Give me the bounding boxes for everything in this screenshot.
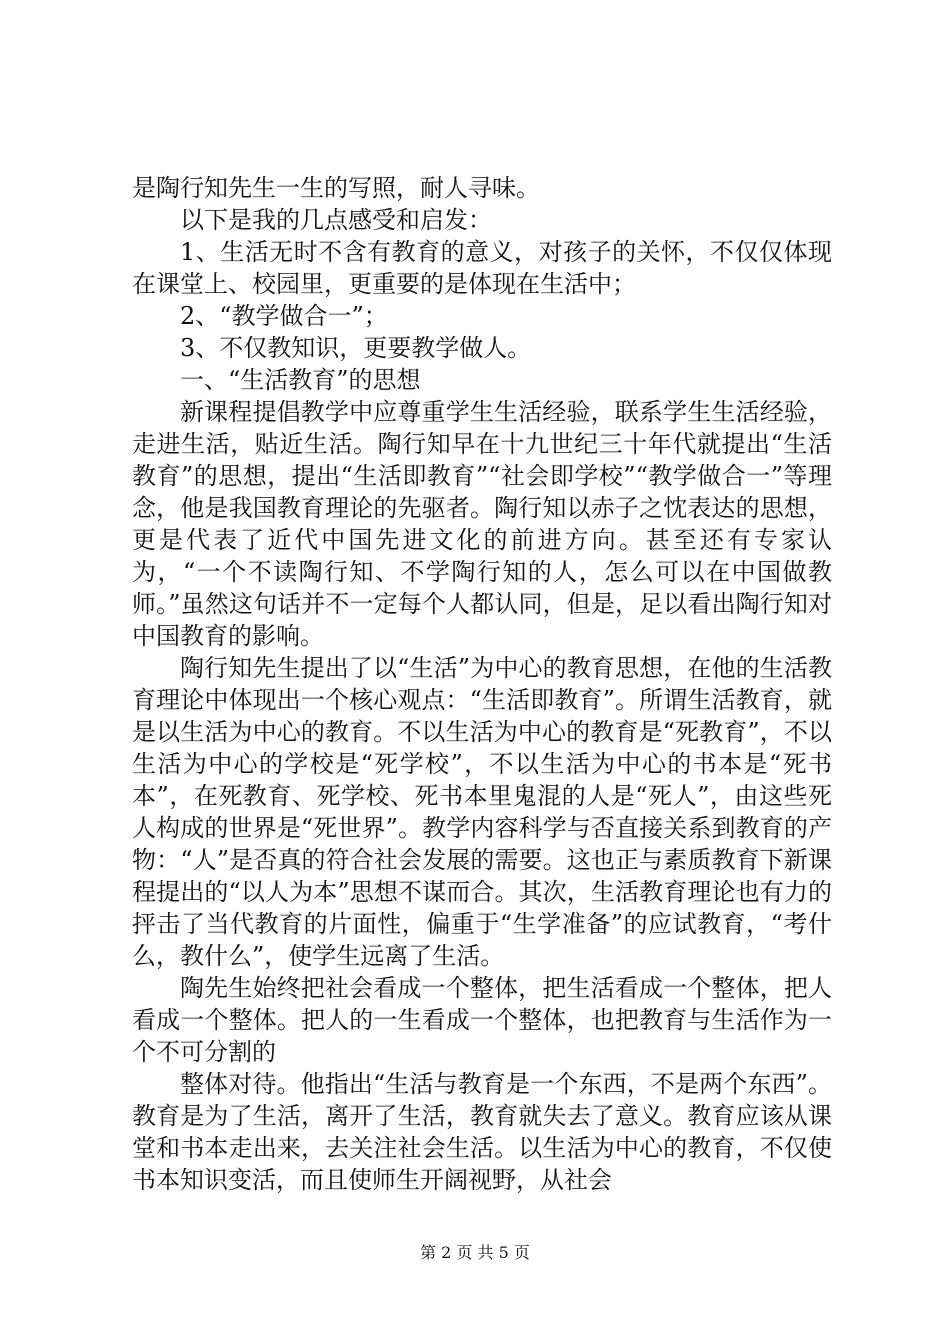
paragraph-9: 陶先生始终把社会看成一个整体，把生活看成一个整体，把人看成一个整体。把人的一生看成一个整体，也把教育与生活作为一个不可分割的 — [132, 974, 832, 1066]
paragraph-3: 1、生活无时不含有教育的意义，对孩子的关怀，不仅仅体现在课堂上、校园里，更重要的是体现在生活中； — [132, 238, 832, 298]
paragraph-8: 陶行知先生提出了以“生活”为中心的教育思想，在他的生活教育理论中体现出一个核心观点：“生活即教育”。所谓生活教育，就是以生活为中心的教育。不以生活为中心的教育是“死教育”，不以生活为中心的学校是“死学校”，不以生活为中心的书本是“死书本”，在死教育、死学校、死书本里鬼混的人是“死人”，由这些死人构成的世界是“死世界”。教学内容科学与否直接关系到教育的产物：“人”是否真的符合社会发展的需要。这也正与素质教育下新课程提出的“以人为本”思想不谋而合。其次，生活教育理论也有力的抨击了当代教育的片面性，偏重于“生学准备”的应试教育，“考什么，教什么”，使学生远离了生活。 — [132, 654, 832, 970]
paragraph-2: 以下是我的几点感受和启发： — [180, 206, 492, 234]
paragraph-5: 3、不仅教知识，更要教学做人。 — [180, 334, 532, 362]
document-body — [132, 172, 832, 1196]
paragraph-10: 整体对待。他指出“生活与教育是一个东西，不是两个东西”。教育是为了生活，离开了生活，教育就失去了意义。教育应该从课堂和书本走出来，去关注社会生活。以生活为中心的教育，不仅使书本知识变活，而且使师生开阔视野，从社会 — [132, 1070, 832, 1194]
paragraph-7: 新课程提倡教学中应尊重学生生活经验，联系学生生活经验，走进生活，贴近生活。陶行知早在十九世纪三十年代就提出“生活教育”的思想，提出“生活即教育”“社会即学校”“教学做合一”等理念，他是我国教育理论的先驱者。陶行知以赤子之忱表达的思想，更是代表了近代中国先进文化的前进方向。甚至还有专家认为，“一个不读陶行知、不学陶行知的人，怎么可以在中国做教师。”虽然这句话并不一定每个人都认同，但是，足以看出陶行知对中国教育的影响。 — [132, 398, 832, 650]
section-heading: 一、“生活教育”的思想 — [180, 366, 421, 394]
page-footer — [0, 1243, 950, 1263]
paragraph-1: 是陶行知先生一生的写照，耐人寻味。 — [132, 174, 540, 202]
page-number: 第 2 页 共 5 页 — [420, 1243, 530, 1262]
paragraph-4: 2、“教学做合一”； — [180, 302, 388, 330]
